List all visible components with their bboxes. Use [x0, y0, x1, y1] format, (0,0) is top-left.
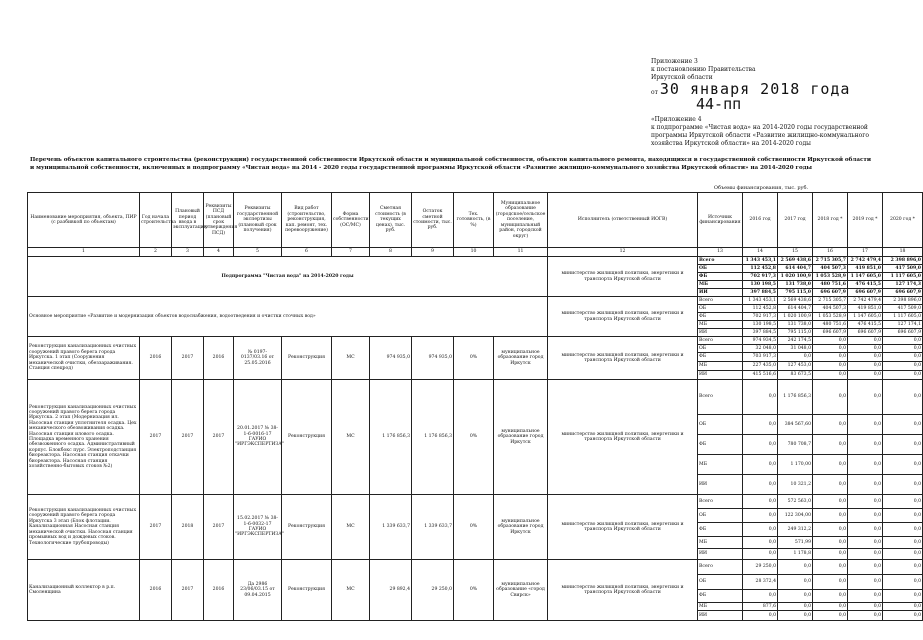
- objects-table: [27, 192, 923, 621]
- funding-value: 0,0: [813, 345, 848, 353]
- municipality: муниципальное образование город Иркутск: [494, 337, 548, 380]
- funding-value: 0,0: [743, 455, 778, 475]
- column-number: 12: [548, 248, 698, 257]
- psd-details: 2017: [204, 495, 234, 560]
- funding-value: 0,0: [813, 371, 848, 380]
- funding-source: ИИ: [698, 329, 743, 337]
- funding-value: 0,0: [883, 537, 923, 549]
- ownership-form: МС: [332, 337, 370, 380]
- funding-value: 0,0: [848, 345, 883, 353]
- column-header: Год начала строительства: [140, 193, 172, 248]
- column-header: Исполнитель (ответственный ИОГВ): [548, 193, 698, 248]
- column-number: 13: [698, 248, 743, 257]
- column-header: Тех. готовность, (в %): [454, 193, 494, 248]
- funding-value: 0,0: [883, 415, 923, 435]
- funding-value: 0,0: [743, 523, 778, 537]
- expertise-details: 15.02.2017 № 38-1-6-0032-17 ГАУИО "ИРГЭКСПЕРТИЗА": [234, 495, 282, 560]
- funding-value: 1 117 605,0: [883, 273, 923, 281]
- start-year: 2017: [140, 380, 172, 495]
- column-number: 8: [370, 248, 412, 257]
- funding-source: ОБ: [698, 575, 743, 590]
- funding-value: 112 452,8: [743, 265, 778, 273]
- funding-value: 404 507,3: [813, 305, 848, 313]
- funding-value: 696 607,9: [883, 329, 923, 337]
- column-header: 2018 год *: [813, 193, 848, 248]
- header-line-2: к постановлению Правительства: [651, 66, 756, 73]
- column-header: Источник финансирования: [698, 193, 743, 248]
- funding-value: 242 174,5: [778, 337, 813, 345]
- funding-value: 0,0: [883, 523, 923, 537]
- funding-value: 480 751,6: [813, 281, 848, 289]
- column-header: 2016 год: [743, 193, 778, 248]
- funding-value: 2 398 896,0: [883, 297, 923, 305]
- funding-value: 0,0: [848, 560, 883, 575]
- funding-value: 703 917,3: [743, 353, 778, 362]
- funding-value: 10 321,2: [778, 475, 813, 495]
- funding-value: 0,0: [743, 509, 778, 523]
- psd-details: 2017: [204, 380, 234, 495]
- funding-value: 31 048,0: [778, 345, 813, 353]
- funding-value: 0,0: [848, 435, 883, 455]
- funding-source: Всего: [698, 337, 743, 345]
- funding-value: 0,0: [743, 475, 778, 495]
- funding-value: 0,0: [778, 575, 813, 590]
- start-year: 2016: [140, 337, 172, 380]
- expertise-details: 20.01.2017 № 38-1-6-0016-17 ГАУИО "ИРГЭКСПЕРТИЗА": [234, 380, 282, 495]
- handwritten-number: 44-пп: [696, 95, 742, 113]
- funding-value: 0,0: [883, 380, 923, 415]
- funding-source: ФБ: [698, 353, 743, 362]
- column-header: Форма собственности (ОС/МС): [332, 193, 370, 248]
- funding-value: 0,0: [813, 435, 848, 455]
- funding-value: 0,0: [848, 549, 883, 560]
- funding-value: 0,0: [813, 455, 848, 475]
- funding-value: 0,0: [813, 575, 848, 590]
- funding-value: 0,0: [883, 575, 923, 590]
- funding-value: 877,6: [743, 603, 778, 611]
- column-number: 4: [204, 248, 234, 257]
- column-header: Сметная стоимость (в текущих ценах), тыс. руб.: [370, 193, 412, 248]
- column-number: 7: [332, 248, 370, 257]
- funding-value: 0,0: [743, 380, 778, 415]
- column-header: Реквизиты ПСД (плановый срок утверждения ПСД): [204, 193, 234, 248]
- funding-value: 0,0: [813, 415, 848, 435]
- executor: министерство жилищной политики, энергетики и транспорта Иркутской области: [548, 560, 698, 621]
- column-number: 3: [172, 248, 204, 257]
- funding-source: ИИ: [698, 475, 743, 495]
- funding-value: 0,0: [778, 603, 813, 611]
- funding-source: ИИ: [698, 549, 743, 560]
- column-number: 1: [28, 248, 140, 257]
- table-row: [28, 495, 923, 509]
- funding-value: 249 312,2: [778, 523, 813, 537]
- funding-value: 2 742 479,4: [848, 297, 883, 305]
- funding-value: 0,0: [813, 590, 848, 603]
- funding-value: 571,99: [778, 537, 813, 549]
- funding-value: 1 343 453,1: [743, 297, 778, 305]
- funding-value: 0,0: [848, 523, 883, 537]
- header-line-3: Иркутской области: [651, 74, 713, 81]
- column-header: 2020 год *: [883, 193, 923, 248]
- funding-value: 0,0: [883, 353, 923, 362]
- remaining-cost: 974 935,0: [412, 337, 454, 380]
- funding-value: 0,0: [743, 537, 778, 549]
- funding-value: 1 020 100,9: [778, 273, 813, 281]
- funding-value: 397 884,5: [743, 329, 778, 337]
- technical-readiness: 0%: [454, 560, 494, 621]
- funding-value: 696 607,9: [848, 289, 883, 297]
- object-name: Канализационный коллектор в р.п. Смоленщина: [28, 560, 140, 621]
- funding-source: ОБ: [698, 305, 743, 313]
- column-number: 16: [813, 248, 848, 257]
- funding-value: 0,0: [743, 549, 778, 560]
- funding-value: 0,0: [883, 590, 923, 603]
- table-header-row: [28, 193, 923, 248]
- column-number: 15: [778, 248, 813, 257]
- funding-value: 0,0: [848, 611, 883, 621]
- funding-value: 32 048,0: [743, 345, 778, 353]
- funding-value: 0,0: [848, 495, 883, 509]
- executor: министерство жилищной политики, энергетики и транспорта Иркутской области: [548, 495, 698, 560]
- remaining-cost: 1 339 633,7: [412, 495, 454, 560]
- funding-value: 0,0: [813, 380, 848, 415]
- funding-source: МБ: [698, 362, 743, 371]
- column-number: 17: [848, 248, 883, 257]
- column-number: 14: [743, 248, 778, 257]
- funding-source: МБ: [698, 537, 743, 549]
- funding-value: 0,0: [813, 549, 848, 560]
- executor: министерство жилищной политики, энергетики и транспорта Иркутской области: [548, 337, 698, 380]
- funding-value: 415 516,6: [743, 371, 778, 380]
- funding-value: 0,0: [883, 603, 923, 611]
- funding-value: 127 174,3: [883, 281, 923, 289]
- funding-value: 0,0: [883, 495, 923, 509]
- funding-value: 0,0: [883, 560, 923, 575]
- funding-value: 0,0: [883, 362, 923, 371]
- funding-value: 0,0: [883, 455, 923, 475]
- funding-source: Всего: [698, 380, 743, 415]
- column-header: Муниципальное образование (городское/сельское поселение, муниципальный район, городской округ): [494, 193, 548, 248]
- funding-value: 0,0: [883, 337, 923, 345]
- commissioning-year: 2017: [172, 337, 204, 380]
- funding-value: 0,0: [848, 353, 883, 362]
- column-header: Вид работ (строительство, реконструкция, кап. ремонт, тех. перевооружение): [282, 193, 332, 248]
- funding-value: 122 304,00: [778, 509, 813, 523]
- funding-value: 0,0: [848, 371, 883, 380]
- funding-source: ФБ: [698, 313, 743, 321]
- funding-source: Всего: [698, 257, 743, 265]
- subprogram-executor: министерство жилищной политики, энергетики и транспорта Иркутской области: [548, 257, 698, 297]
- work-type: Реконструкция: [282, 337, 332, 380]
- funding-value: 0,0: [848, 380, 883, 415]
- funding-value: 1 053 528,9: [813, 273, 848, 281]
- column-number: 6: [282, 248, 332, 257]
- municipality: муниципальное образование город Иркутск: [494, 495, 548, 560]
- funding-value: 417 509,0: [883, 265, 923, 273]
- psd-details: 2016: [204, 337, 234, 380]
- funding-value: 384 567,60: [778, 415, 813, 435]
- commissioning-year: 2017: [172, 380, 204, 495]
- object-name: Реконструкция канализационных очистных сооружений правого берега города Иркутска 3 этап (Блок флотации. Канализационная Насосная станция механической очистки. Насосная станция промывных вод и дождевых стоков. Технологические трубопроводы): [28, 495, 140, 560]
- funding-value: 0,0: [848, 603, 883, 611]
- funding-source: Всего: [698, 495, 743, 509]
- document-header: [651, 58, 891, 148]
- ownership-form: МС: [332, 560, 370, 621]
- psd-details: 2016: [204, 560, 234, 621]
- funding-value: 0,0: [848, 337, 883, 345]
- funding-value: 795 115,0: [778, 289, 813, 297]
- funding-value: 0,0: [743, 495, 778, 509]
- funding-value: 0,0: [778, 590, 813, 603]
- funding-value: 1 147 605,0: [848, 273, 883, 281]
- funding-value: 0,0: [883, 475, 923, 495]
- estimated-cost: 974 935,0: [370, 337, 412, 380]
- column-number: 9: [412, 248, 454, 257]
- funding-value: 0,0: [743, 415, 778, 435]
- municipality: муниципальное образование «город Свирск»: [494, 560, 548, 621]
- estimated-cost: 1 176 856,3: [370, 380, 412, 495]
- column-header: 2019 год *: [848, 193, 883, 248]
- funding-value: 83 673,5: [778, 371, 813, 380]
- funding-value: 127 453,0: [778, 362, 813, 371]
- funding-source: МБ: [698, 281, 743, 289]
- funding-value: 0,0: [848, 509, 883, 523]
- funding-value: 614 404,7: [778, 305, 813, 313]
- main-activity-executor: министерство жилищной политики, энергетики и транспорта Иркутской области: [548, 297, 698, 337]
- funding-value: 0,0: [848, 537, 883, 549]
- funding-value: 1 176 856,3: [778, 380, 813, 415]
- funding-value: 0,0: [883, 611, 923, 621]
- funding-value: 28 372,4: [743, 575, 778, 590]
- funding-source: МБ: [698, 321, 743, 329]
- funding-value: 0,0: [813, 509, 848, 523]
- expertise-details: Да 2986 23/06/03.15 от 09.04.2015: [234, 560, 282, 621]
- funding-value: 0,0: [848, 362, 883, 371]
- funding-value: 131 738,0: [778, 321, 813, 329]
- funding-value: 696 607,9: [813, 289, 848, 297]
- funding-value: 227 435,0: [743, 362, 778, 371]
- funding-value: 780 708,7: [778, 435, 813, 455]
- funding-value: 2 398 896,0: [883, 257, 923, 265]
- funding-value: 0,0: [883, 435, 923, 455]
- funding-value: 419 851,0: [848, 305, 883, 313]
- main-activity-name: Основное мероприятие «Развитие и модернизация объектов водоснабжения, водоотведения и очистки сточных вод»: [28, 297, 548, 337]
- financing-header: Объемы финансирования, тыс. руб.: [713, 185, 809, 191]
- municipality: муниципальное образование город Иркутск: [494, 380, 548, 495]
- funding-value: 696 607,9: [848, 329, 883, 337]
- funding-value: 0,0: [778, 353, 813, 362]
- funding-value: 0,0: [778, 611, 813, 621]
- funding-value: 476 415,5: [848, 321, 883, 329]
- funding-value: 795 115,0: [778, 329, 813, 337]
- funding-value: 1 020 100,9: [778, 313, 813, 321]
- expertise-details: № 0197-0137/03.16 от 25.05.2016: [234, 337, 282, 380]
- header-date-prefix: от: [651, 89, 658, 96]
- work-type: Реконструкция: [282, 560, 332, 621]
- work-type: Реконструкция: [282, 495, 332, 560]
- table-row: [28, 257, 923, 265]
- funding-value: 131 738,0: [778, 281, 813, 289]
- funding-value: 130 198,5: [743, 281, 778, 289]
- funding-value: 0,0: [883, 371, 923, 380]
- funding-value: 572 563,0: [778, 495, 813, 509]
- funding-value: 0,0: [813, 611, 848, 621]
- start-year: 2016: [140, 560, 172, 621]
- technical-readiness: 0%: [454, 495, 494, 560]
- funding-value: 2 715 305,7: [813, 297, 848, 305]
- funding-source: Всего: [698, 560, 743, 575]
- handwritten-date: 30 января 2018 года: [659, 80, 851, 98]
- remaining-cost: 1 176 856,3: [412, 380, 454, 495]
- table-row: [28, 297, 923, 305]
- header-line-1: Приложение 3: [651, 58, 698, 65]
- funding-value: 614 404,7: [778, 265, 813, 273]
- funding-value: 404 507,3: [813, 265, 848, 273]
- funding-value: 1 170,00: [778, 455, 813, 475]
- funding-value: 0,0: [848, 475, 883, 495]
- funding-value: 417 509,0: [883, 305, 923, 313]
- funding-value: 480 751,6: [813, 321, 848, 329]
- table-row: [28, 337, 923, 345]
- funding-value: 0,0: [848, 455, 883, 475]
- work-type: Реконструкция: [282, 380, 332, 495]
- funding-source: МБ: [698, 455, 743, 475]
- funding-value: 0,0: [813, 353, 848, 362]
- funding-value: 0,0: [813, 495, 848, 509]
- funding-value: 130 198,5: [743, 321, 778, 329]
- funding-value: 0,0: [743, 590, 778, 603]
- funding-value: 1 053 528,9: [813, 313, 848, 321]
- column-header: Плановый период ввода в эксплуатацию: [172, 193, 204, 248]
- funding-value: 0,0: [778, 560, 813, 575]
- funding-value: 0,0: [813, 475, 848, 495]
- funding-source: ФБ: [698, 523, 743, 537]
- column-header: Остаток сметной стоимости, тыс. руб.: [412, 193, 454, 248]
- funding-value: 0,0: [883, 509, 923, 523]
- column-number-row: [28, 248, 923, 257]
- funding-source: ИИ: [698, 611, 743, 621]
- funding-value: 1 178,8: [778, 549, 813, 560]
- funding-value: 0,0: [813, 560, 848, 575]
- column-header: 2017 год: [778, 193, 813, 248]
- funding-value: 2 742 479,4: [848, 257, 883, 265]
- funding-value: 702 917,3: [743, 273, 778, 281]
- funding-value: 1 117 605,0: [883, 313, 923, 321]
- funding-value: 419 851,0: [848, 265, 883, 273]
- technical-readiness: 0%: [454, 380, 494, 495]
- funding-value: 0,0: [743, 435, 778, 455]
- estimated-cost: 29 892,4: [370, 560, 412, 621]
- start-year: 2017: [140, 495, 172, 560]
- commissioning-year: 2017: [172, 560, 204, 621]
- ownership-form: МС: [332, 380, 370, 495]
- executor: министерство жилищной политики, энергетики и транспорта Иркутской области: [548, 380, 698, 495]
- funding-value: 127 174,1: [883, 321, 923, 329]
- funding-source: ФБ: [698, 590, 743, 603]
- funding-source: ОБ: [698, 415, 743, 435]
- header-line-5: «Приложение 4: [651, 116, 702, 123]
- table-row: [28, 380, 923, 415]
- column-number: 5: [234, 248, 282, 257]
- column-number: 18: [883, 248, 923, 257]
- funding-value: 702 917,3: [743, 313, 778, 321]
- funding-source: ОБ: [698, 509, 743, 523]
- funding-value: 0,0: [848, 415, 883, 435]
- funding-value: 1 343 453,1: [743, 257, 778, 265]
- funding-value: 0,0: [813, 362, 848, 371]
- funding-value: 1 147 605,0: [848, 313, 883, 321]
- object-name: Реконструкция канализационных очистных сооружений правого берега города Иркутска. 1 этап (Сооружения механической очистки, обеззараживания. Станция спецрод): [28, 337, 140, 380]
- ownership-form: МС: [332, 495, 370, 560]
- funding-value: 2 715 305,7: [813, 257, 848, 265]
- funding-source: Всего: [698, 297, 743, 305]
- column-number: 11: [494, 248, 548, 257]
- header-line-6: к подпрограмме «Чистая вода» на 2014-2020 годы государственной программы Иркутской области «Развитие жилищно-коммунального хозяйства Иркутской области» на 2014-2020 годы: [651, 124, 870, 147]
- funding-source: ИИ: [698, 289, 743, 297]
- funding-source: ИИ: [698, 371, 743, 380]
- column-number: 2: [140, 248, 172, 257]
- funding-value: 0,0: [848, 590, 883, 603]
- estimated-cost: 1 339 633,7: [370, 495, 412, 560]
- document-title: Перечень объектов капитального строительства (реконструкции) государственной собственности Иркутской области и муниципальной собственности, объектов капитального ремонта, находящихся в государственной собственности Иркутской области и муниципальной собственности, включенных в подпрограмму «Чистая вода» на 2014 - 2020 годы государственной программы Иркутской области «Развитие жилищно-коммунального хозяйства Иркутской области» на 2014-2020 годы: [30, 157, 871, 171]
- funding-source: ОБ: [698, 345, 743, 353]
- funding-value: 0,0: [848, 575, 883, 590]
- funding-value: 974 934,5: [743, 337, 778, 345]
- funding-value: 0,0: [813, 523, 848, 537]
- funding-source: ФБ: [698, 273, 743, 281]
- subprogram-name: Подпрограмма "Чистая вода" на 2014-2020 годы: [28, 257, 548, 297]
- funding-value: 2 569 438,6: [778, 257, 813, 265]
- table-row: [28, 560, 923, 575]
- column-header: Наименование мероприятия, объекта, ПИР (с разбивкой по объектам): [28, 193, 140, 248]
- funding-value: 476 415,5: [848, 281, 883, 289]
- commissioning-year: 2018: [172, 495, 204, 560]
- funding-value: 397 884,5: [743, 289, 778, 297]
- remaining-cost: 29 250,0: [412, 560, 454, 621]
- column-number: 10: [454, 248, 494, 257]
- funding-value: 0,0: [813, 603, 848, 611]
- funding-value: 0,0: [813, 337, 848, 345]
- column-header: Реквизиты государственной экспертизы (плановый срок получения): [234, 193, 282, 248]
- funding-value: 696 607,9: [883, 289, 923, 297]
- funding-value: 0,0: [883, 345, 923, 353]
- funding-value: 29 250,0: [743, 560, 778, 575]
- funding-source: ОБ: [698, 265, 743, 273]
- funding-source: МБ: [698, 603, 743, 611]
- funding-value: 2 569 438,6: [778, 297, 813, 305]
- funding-value: 0,0: [883, 549, 923, 560]
- object-name: Реконструкция канализационных очистных сооружений правого берега города Иркутска. 2 этап (Модернизация ил. Насосная станция уплотнителя осадка. Цех механического обезвоживания осадка. Насосная станция илового осадка. Площадка временного хранения обезвоженного осадка. Административный корпус. Блокбокс пурс. Электроподстанция биореактора. Насосная станция откачки биореактора. Насосная станция хозяйственно-бытовых стоков №2): [28, 380, 140, 495]
- funding-source: ФБ: [698, 435, 743, 455]
- funding-value: 0,0: [743, 611, 778, 621]
- funding-value: 0,0: [813, 537, 848, 549]
- funding-value: 112 452,8: [743, 305, 778, 313]
- technical-readiness: 0%: [454, 337, 494, 380]
- funding-value: 696 607,9: [813, 329, 848, 337]
